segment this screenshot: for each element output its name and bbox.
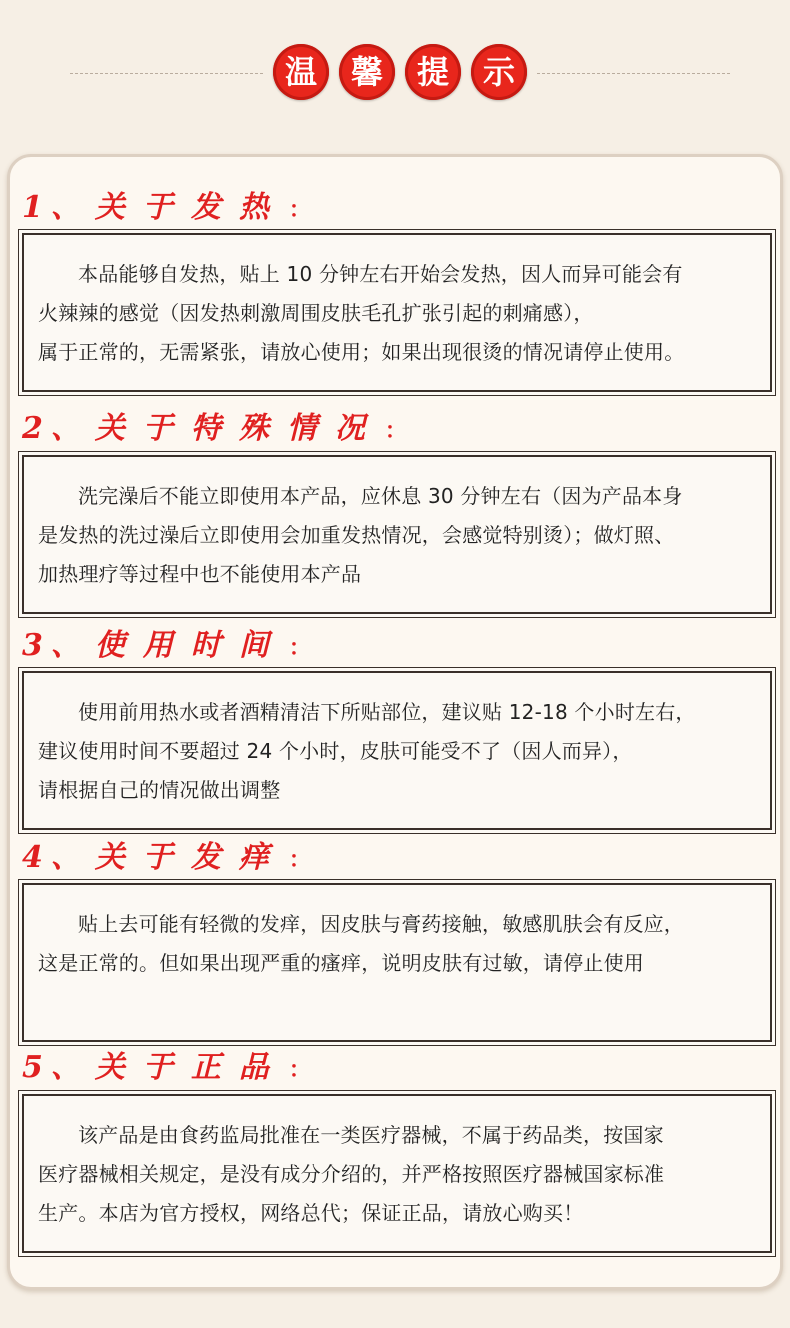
section-colon: ： — [288, 197, 311, 223]
section-text-line: 生产。本店为官方授权，网络总代；保证正品，请放心购买！ — [38, 1201, 584, 1225]
section-colon: ： — [288, 847, 311, 873]
section-box-inner — [22, 671, 772, 830]
section-box — [18, 1090, 776, 1257]
section-text-line: 建议使用时间不要超过 24 个小时，皮肤可能受不了（因人而异）， — [38, 739, 633, 763]
section-number: 5 — [22, 1050, 43, 1085]
section-box — [18, 451, 776, 618]
section-colon: ： — [384, 418, 407, 444]
section-box — [18, 879, 776, 1046]
section-separator: 、 — [50, 628, 81, 663]
section-title-text: 使用时间 — [94, 628, 287, 663]
section-number: 1 — [22, 190, 43, 225]
section-text-line: 使用前用热水或者酒精清洁下所贴部位，建议贴 12-18 个小时左右， — [78, 700, 696, 724]
section-title-text: 关于发痒 — [94, 840, 287, 875]
section-text-line: 贴上去可能有轻微的发痒，因皮肤与膏药接触，敏感肌肤会有反应， — [78, 912, 684, 936]
section-separator: 、 — [50, 840, 81, 875]
header-divider-right — [537, 73, 730, 74]
section-text-line: 加热理疗等过程中也不能使用本产品 — [38, 562, 362, 586]
section-title — [22, 1046, 311, 1090]
section-colon: ： — [288, 1057, 311, 1083]
section-title — [22, 407, 407, 451]
section-title — [22, 186, 311, 230]
section-text-line: 是发热的洗过澡后立即使用会加重发热情况，会感觉特别烫）；做灯照、 — [38, 523, 675, 547]
section-separator: 、 — [50, 411, 81, 446]
section-title-text: 关于正品 — [94, 1050, 287, 1085]
section-text-line: 这是正常的。但如果出现严重的瘙痒，说明皮肤有过敏，请停止使用 — [38, 951, 644, 975]
section-number: 4 — [22, 840, 43, 875]
section-box-inner — [22, 233, 772, 392]
header-char-circle: 温 — [273, 44, 329, 100]
section-text-line: 本品能够自发热，贴上 10 分钟左右开始会发热，因人而异可能会有 — [78, 262, 683, 286]
section-box-inner — [22, 455, 772, 614]
section-text-line: 请根据自己的情况做出调整 — [38, 778, 281, 802]
section-box-inner — [22, 1094, 772, 1253]
section-box — [18, 229, 776, 396]
section-text-line: 洗完澡后不能立即使用本产品，应休息 30 分钟左右（因为产品本身 — [78, 484, 683, 508]
section-number: 3 — [22, 628, 43, 663]
section-text-line: 火辣辣的感觉（因发热刺激周围皮肤毛孔扩张引起的刺痛感）， — [38, 301, 594, 325]
section-title-text: 关于发热 — [94, 190, 287, 225]
header — [0, 0, 790, 150]
section-separator: 、 — [50, 190, 81, 225]
section-title — [22, 836, 311, 880]
section-text-line: 属于正常的，无需紧张，请放心使用；如果出现很烫的情况请停止使用。 — [38, 340, 685, 364]
section-box-inner — [22, 883, 772, 1042]
section-title — [22, 624, 311, 668]
section-colon: ： — [288, 635, 311, 661]
section-text-line: 该产品是由食药监局批准在一类医疗器械，不属于药品类，按国家 — [78, 1123, 664, 1147]
section-box — [18, 667, 776, 834]
section-title-text: 关于特殊情况 — [94, 411, 383, 446]
header-divider-left — [70, 73, 263, 74]
header-char-circle: 提 — [405, 44, 461, 100]
header-char-circle: 示 — [471, 44, 527, 100]
section-text-line: 医疗器械相关规定，是没有成分介绍的，并严格按照医疗器械国家标准 — [38, 1162, 665, 1186]
section-separator: 、 — [50, 1050, 81, 1085]
section-number: 2 — [22, 411, 43, 446]
header-char-circle: 馨 — [339, 44, 395, 100]
